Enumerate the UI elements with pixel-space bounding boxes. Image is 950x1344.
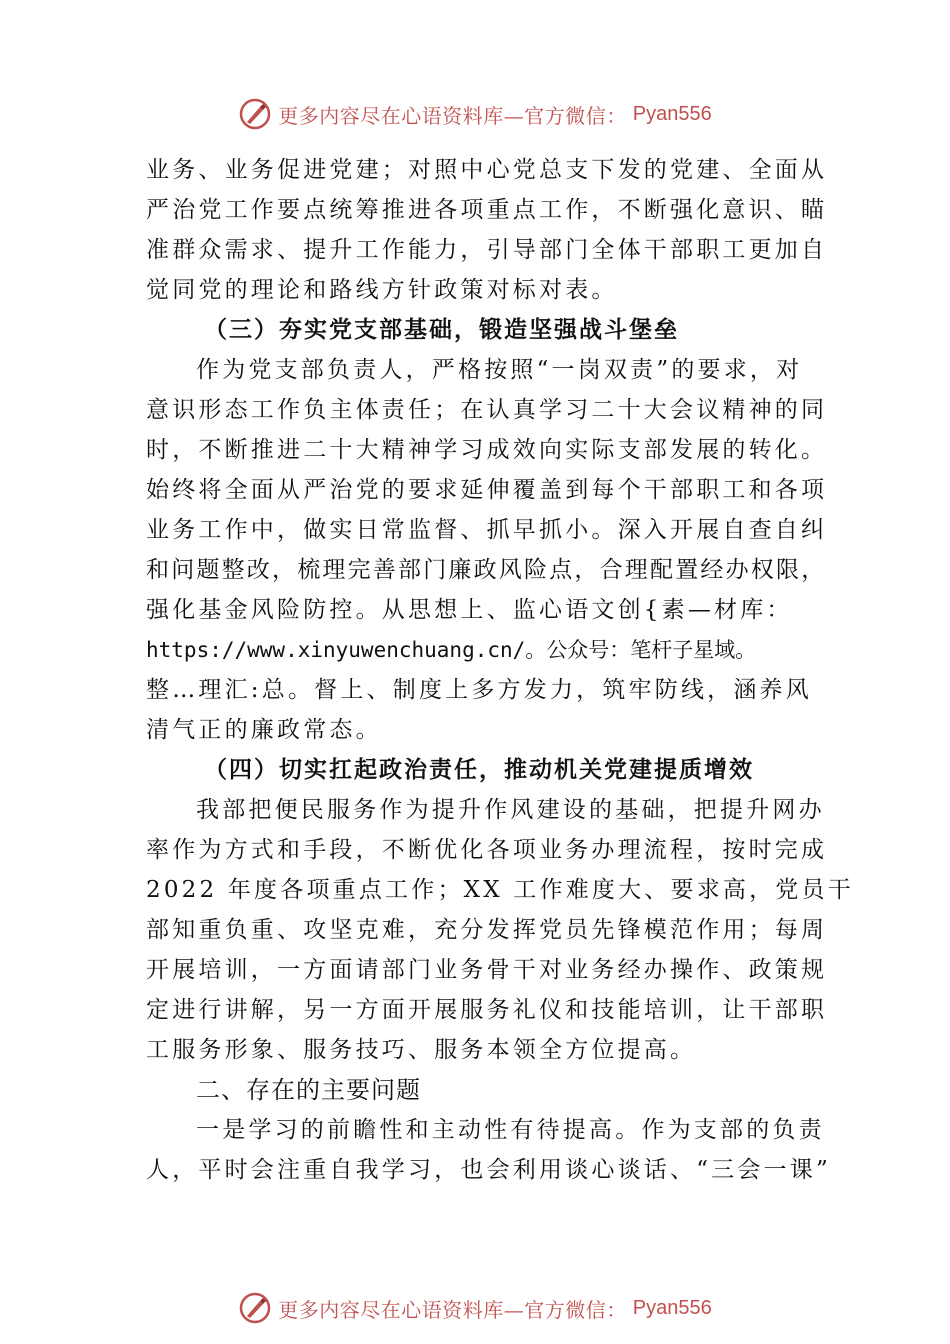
text-line: 业务工作中，做实日常监督、抓早抓小。深入开展自查自纠 [146,517,828,543]
banner-wechat-id: Pyan556 [632,102,712,125]
text-line: 始终将全面从严治党的要求延伸覆盖到每个干部职工和各项 [146,477,828,503]
text-line: 开展培训，一方面请部门业务骨干对业务经办操作、政策规 [146,957,828,983]
text-line: 部知重负重、攻坚克难，充分发挥党员先锋模范作用；每周 [146,917,828,943]
watermark-banner-bottom [0,1288,950,1328]
pen-logo-icon [238,1291,272,1325]
text-line: 觉同党的理论和路线方针政策对标对表。 [146,277,618,303]
text-line: 业务、业务促进党建；对照中心党总支下发的党建、全面从 [146,157,828,183]
section-subheading: （四）切实扛起政治责任，推动机关党建提质增效 [204,756,754,783]
text-line: 一是学习的前瞻性和主动性有待提高。作为支部的负责 [196,1117,825,1143]
section-heading: 二、存在的主要问题 [196,1076,421,1104]
banner-text: 更多内容尽在心语资料库—官方微信： [278,103,627,128]
watermark-banner-top [0,94,950,134]
document-body [146,150,854,1190]
text-line: 准群众需求、提升工作能力，引导部门全体干部职工更加自 [146,237,828,263]
text-line: 严治党工作要点统筹推进各项重点工作，不断强化意识、瞄 [146,197,828,223]
text-line: 作为党支部负责人，严格按照“一岗双责”的要求，对 [196,357,803,383]
text-line: 率作为方式和手段，不断优化各项业务办理流程，按时完成 [146,837,828,863]
text-line: 定进行讲解，另一方面开展服务礼仪和技能培训，让干部职 [146,997,828,1023]
text-line: 人，平时会注重自我学习，也会利用谈心谈话、“三会一课” [146,1157,831,1183]
text-line: 意识形态工作负主体责任；在认真学习二十大会议精神的同 [146,397,828,423]
text-line: 整…理汇:总。督上、制度上多方发力，筑牢防线，涵养风 [146,677,812,703]
text-line: 和问题整改，梳理完善部门廉政风险点，合理配置经办权限， [146,557,827,583]
text-line: 工服务形象、服务技巧、服务本领全方位提高。 [146,1037,697,1063]
banner-wechat-id: Pyan556 [632,1296,712,1319]
section-subheading: （三）夯实党支部基础，锻造坚强战斗堡垒 [204,316,679,343]
text-line: 时，不断推进二十大精神学习成效向实际支部发展的转化。 [146,437,828,463]
text-line: 强化基金风险防控。从思想上、监心语文创{素—材库： [146,597,793,623]
pen-logo-icon [238,97,272,131]
banner-text: 更多内容尽在心语资料库—官方微信： [278,1297,627,1322]
text-line: 清气正的廉政常态。 [146,717,382,743]
text-line: 2022 年度各项重点工作；XX 工作难度大、要求高，党员干 [146,877,854,903]
text-line: 我部把便民服务作为提升作风建设的基础，把提升网办 [196,797,825,823]
text-line: https://www.xinyuwenchuang.cn/。公众号：笔杆子星域。 [146,638,757,662]
